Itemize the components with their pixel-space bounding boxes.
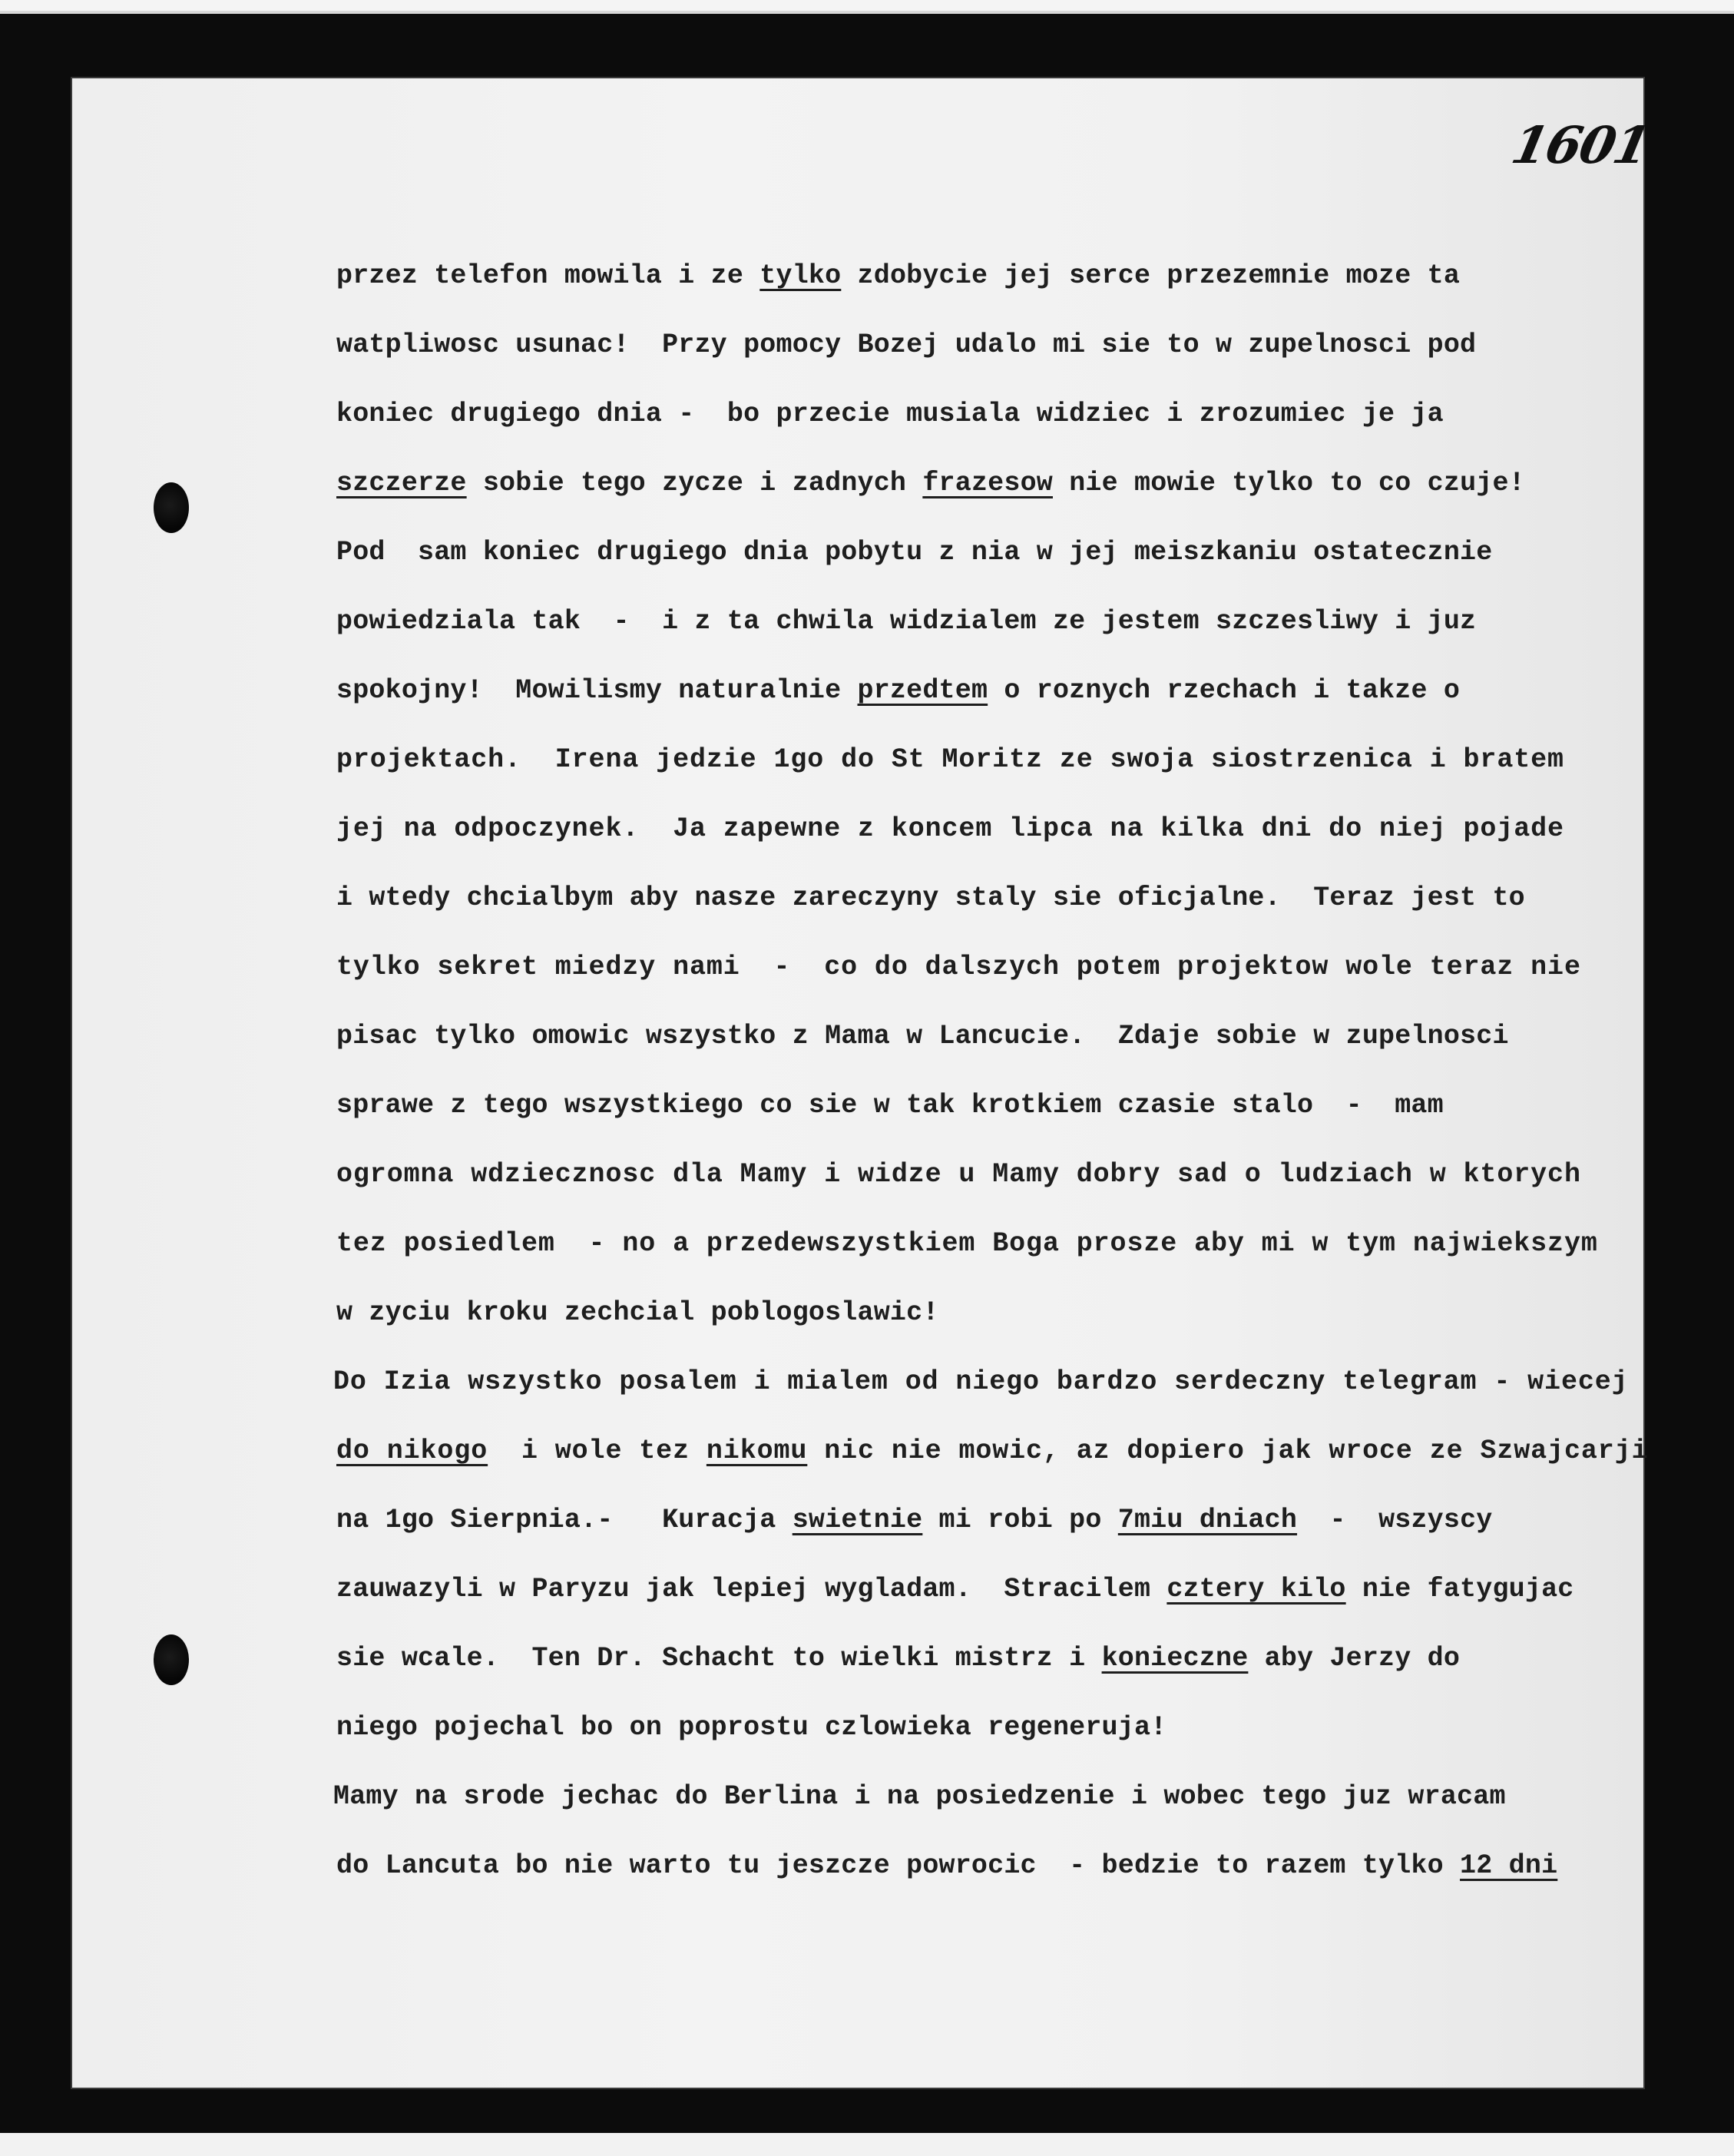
text-segment: niego pojechal bo on poprostu czlowieka regeneruja! bbox=[336, 1712, 1167, 1743]
text-segment: nie mowie tylko to co czuje! bbox=[1052, 468, 1525, 498]
underlined-text: nikomu bbox=[706, 1436, 808, 1466]
text-segment: zauwazyli w Paryzu jak lepiej wygladam. Stracilem bbox=[336, 1574, 1167, 1605]
text-line bbox=[336, 1567, 1596, 1636]
underlined-text: frazesow bbox=[922, 468, 1053, 498]
underlined-text: przedtem bbox=[857, 675, 988, 706]
text-segment: nie fatygujac bbox=[1345, 1574, 1574, 1605]
text-segment: pisac tylko omowic wszystko z Mama w Lancucie. Zdaje sobie w zupelnosci bbox=[336, 1021, 1509, 1052]
text-segment: i wole tez bbox=[488, 1436, 707, 1466]
text-segment: sprawe z tego wszystkiego co sie w tak krotkiem czasie stalo - mam bbox=[336, 1090, 1444, 1121]
film-frame-bottom bbox=[0, 2089, 1734, 2156]
text-segment: jej na odpoczynek. Ja zapewne z koncem lipca na kilka dni do niej pojade bbox=[336, 813, 1564, 844]
text-line bbox=[336, 668, 1596, 737]
underlined-text: do nikogo bbox=[336, 1436, 488, 1466]
text-line bbox=[333, 1774, 1596, 1843]
text-segment: mi robi po bbox=[922, 1505, 1118, 1535]
text-segment: Do Izia wszystko posalem i mialem od niego bardzo serdeczny telegram - wiecej bbox=[333, 1366, 1629, 1397]
text-line bbox=[336, 945, 1596, 1014]
text-segment: i wtedy chcialbym aby nasze zareczyny staly sie oficjalne. Teraz jest to bbox=[336, 883, 1525, 913]
text-line bbox=[336, 1290, 1596, 1360]
underlined-text: cztery kilo bbox=[1166, 1574, 1346, 1605]
text-segment: sobie tego zycze i zadnych bbox=[466, 468, 923, 498]
text-segment: nic nie mowic, az dopiero jak wroce ze Szwajcarji bbox=[807, 1436, 1649, 1466]
text-line bbox=[336, 530, 1596, 599]
text-segment: spokojny! Mowilismy naturalnie bbox=[336, 675, 858, 706]
underlined-text: 12 dni bbox=[1460, 1850, 1558, 1881]
text-line bbox=[336, 253, 1596, 323]
text-segment: o roznych rzechach i takze o bbox=[988, 675, 1461, 706]
text-line bbox=[336, 806, 1596, 876]
underlined-text: konieczne bbox=[1101, 1643, 1249, 1674]
text-segment: powiedziala tak - i z ta chwila widzialem ze jestem szczesliwy i juz bbox=[336, 606, 1477, 637]
text-line bbox=[336, 392, 1596, 461]
page-number: 1601 bbox=[1506, 115, 1654, 175]
text-line bbox=[336, 1083, 1596, 1152]
underlined-text: 7miu dniach bbox=[1117, 1505, 1298, 1535]
text-line bbox=[336, 461, 1596, 530]
text-line bbox=[336, 1429, 1649, 1498]
text-line bbox=[336, 1152, 1596, 1221]
text-line bbox=[336, 1498, 1596, 1567]
text-segment: tez posiedlem - no a przedewszystkiem Boga prosze aby mi w tym najwiekszym bbox=[336, 1228, 1598, 1259]
text-line bbox=[336, 737, 1596, 806]
text-segment: przez telefon mowila i ze bbox=[336, 260, 760, 291]
text-segment: aby Jerzy do bbox=[1248, 1643, 1461, 1674]
underlined-text: swietnie bbox=[792, 1505, 923, 1535]
text-line bbox=[336, 1843, 1596, 1913]
text-line bbox=[336, 1636, 1596, 1705]
text-segment: w zyciu kroku zechcial poblogoslawic! bbox=[336, 1297, 939, 1328]
typewritten-letter-body bbox=[333, 253, 1649, 1913]
text-segment: ogromna wdziecznosc dla Mamy i widze u Mamy dobry sad o ludziach w ktorych bbox=[336, 1159, 1581, 1190]
text-segment: koniec drugiego dnia - bo przecie musiala widziec i zrozumiec je ja bbox=[336, 399, 1444, 429]
text-segment: Pod sam koniec drugiego dnia pobytu z nia w jej meiszkaniu ostatecznie bbox=[336, 537, 1493, 568]
text-line bbox=[336, 599, 1596, 668]
film-frame-top bbox=[0, 0, 1734, 46]
punch-hole-upper bbox=[154, 482, 189, 533]
underlined-text: szczerze bbox=[336, 468, 467, 498]
text-segment: - wszyscy bbox=[1297, 1505, 1493, 1535]
text-line bbox=[336, 1014, 1596, 1083]
text-line bbox=[336, 323, 1596, 392]
text-line bbox=[333, 1360, 1629, 1429]
text-segment: na 1go Sierpnia.- Kuracja bbox=[336, 1505, 793, 1535]
text-segment: do Lancuta bo nie warto tu jeszcze powrocic - bedzie to razem tylko bbox=[336, 1850, 1461, 1881]
underlined-text: tylko bbox=[759, 260, 842, 291]
text-line bbox=[336, 876, 1596, 945]
text-segment: tylko sekret miedzy nami - co do dalszych potem projektow wole teraz nie bbox=[336, 952, 1581, 982]
text-segment: zdobycie jej serce przezemnie moze ta bbox=[841, 260, 1461, 291]
text-line bbox=[336, 1705, 1596, 1774]
text-segment: watpliwosc usunac! Przy pomocy Bozej udalo mi sie to w zupelnosci pod bbox=[336, 330, 1477, 360]
text-segment: projektach. Irena jedzie 1go do St Moritz ze swoja siostrzenica i bratem bbox=[336, 744, 1564, 775]
punch-hole-lower bbox=[154, 1634, 189, 1685]
text-segment: Mamy na srode jechac do Berlina i na posiedzenie i wobec tego juz wracam bbox=[333, 1781, 1506, 1812]
text-line bbox=[336, 1221, 1596, 1290]
text-segment: sie wcale. Ten Dr. Schacht to wielki mistrz i bbox=[336, 1643, 1102, 1674]
